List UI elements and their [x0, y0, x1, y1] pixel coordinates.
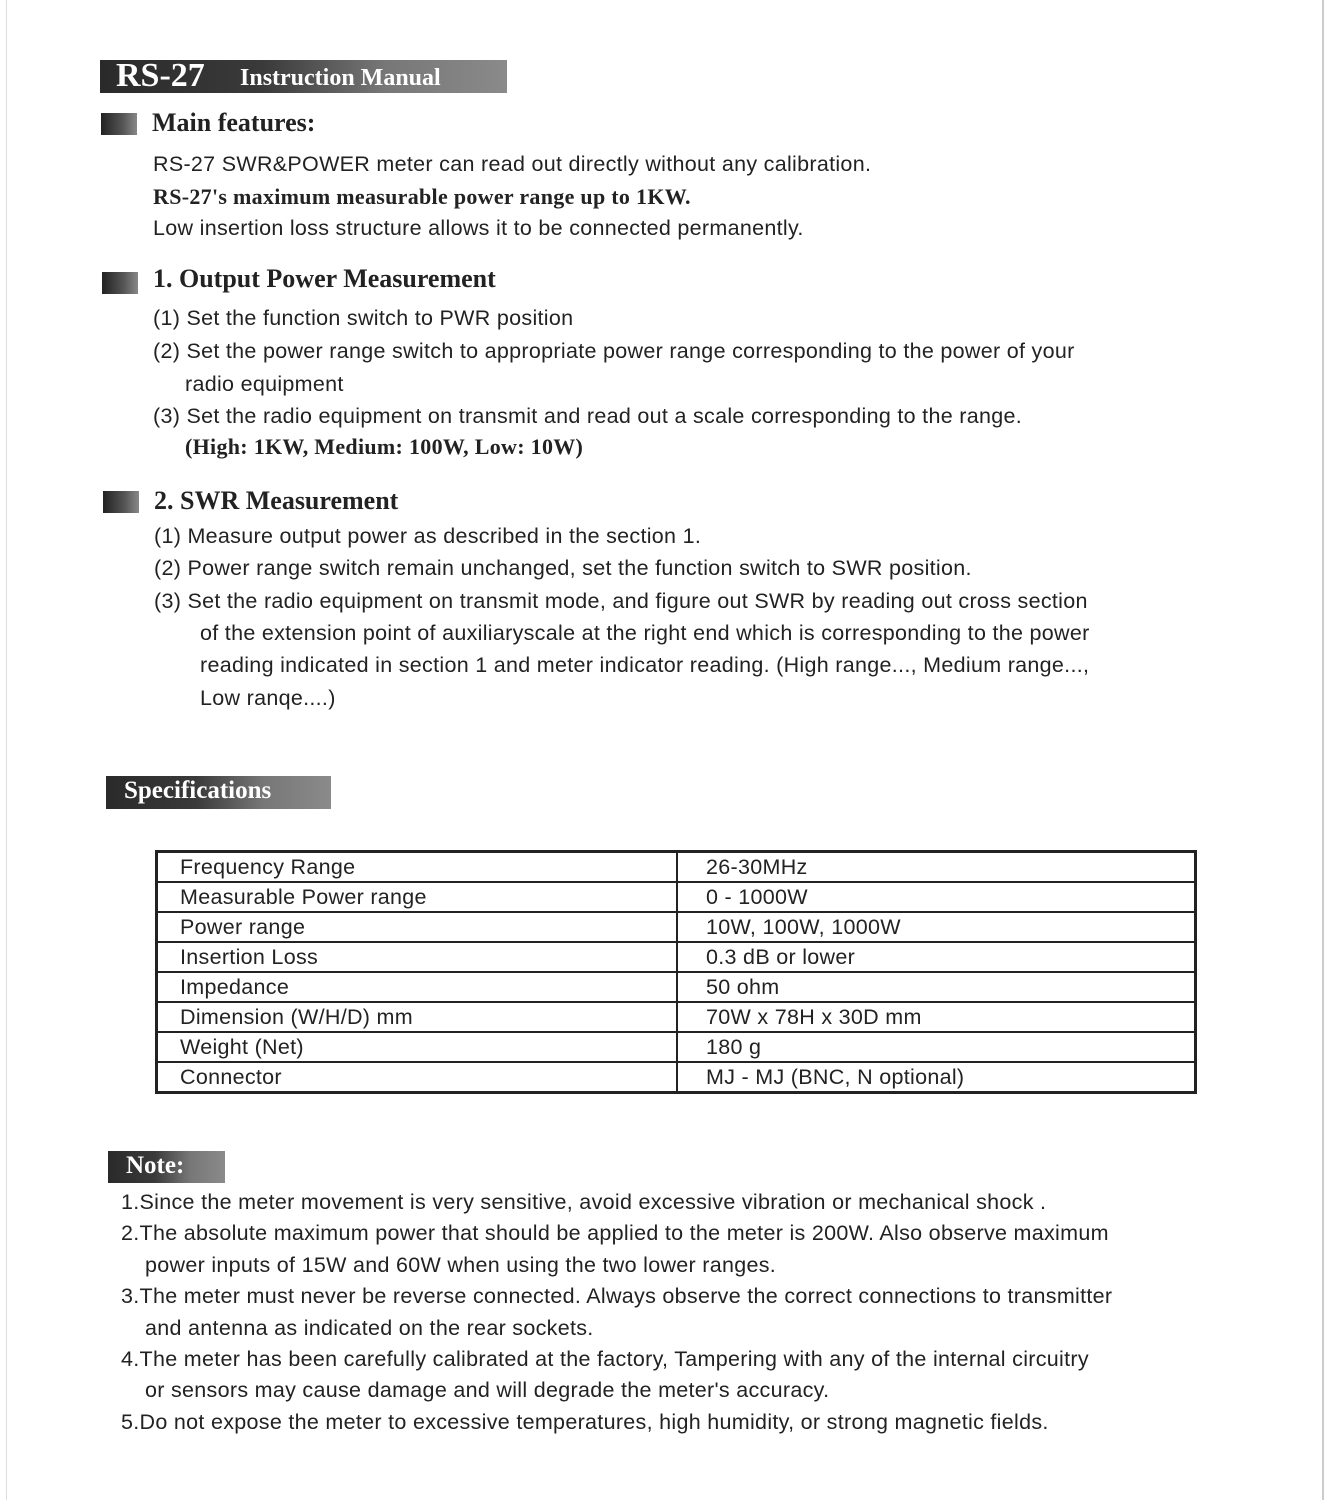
specifications-banner [106, 776, 331, 809]
model-name: RS-27 [116, 57, 205, 94]
spec-value: 26-30MHz [677, 852, 1196, 883]
specifications-table [155, 850, 1197, 1094]
section2-line: of the extension point of auxiliaryscale at the right end which is corresponding to the power [200, 621, 1090, 645]
features-heading: Main features: [152, 108, 316, 137]
note-line: 2.The absolute maximum power that should be applied to the meter is 200W. Also observe maximum [121, 1221, 1109, 1245]
specifications-heading: Specifications [124, 777, 272, 804]
section2-line: (1) Measure output power as described in the section 1. [154, 524, 702, 548]
section2-line: Low ranqe....) [200, 686, 336, 710]
feature-line: RS-27's maximum measurable power range up to 1KW. [153, 184, 691, 209]
spec-value: 0.3 dB or lower [677, 942, 1196, 972]
note-line: 1.Since the meter movement is very sensitive, avoid excessive vibration or mechanical shock . [121, 1190, 1047, 1214]
feature-line: RS-27 SWR&POWER meter can read out directly without any calibration. [153, 152, 872, 176]
section1-line: (3) Set the radio equipment on transmit and read out a scale corresponding to the range. [153, 404, 1022, 428]
section-marker-icon [102, 272, 138, 294]
note-line: 5.Do not expose the meter to excessive temperatures, high humidity, or strong magnetic fields. [121, 1410, 1049, 1434]
spec-row [157, 1032, 1196, 1062]
section2-line: (3) Set the radio equipment on transmit mode, and figure out SWR by reading out cross section [154, 589, 1088, 613]
spec-row [157, 972, 1196, 1002]
spec-row [157, 942, 1196, 972]
spec-label: Dimension (W/H/D) mm [157, 1002, 678, 1032]
spec-value: 70W x 78H x 30D mm [677, 1002, 1196, 1032]
note-line: or sensors may cause damage and will degrade the meter's accuracy. [145, 1378, 830, 1402]
section1-line: radio equipment [185, 372, 344, 396]
title-banner [100, 57, 507, 94]
section-marker-icon [103, 491, 139, 513]
section1-line: (1) Set the function switch to PWR position [153, 306, 574, 330]
section1-line: (2) Set the power range switch to appropriate power range corresponding to the power of your [153, 339, 1075, 363]
spec-value: 180 g [677, 1032, 1196, 1062]
note-line: and antenna as indicated on the rear sockets. [145, 1316, 594, 1340]
spec-label: Connector [157, 1062, 678, 1093]
note-line: 4.The meter has been carefully calibrated at the factory, Tampering with any of the internal circuitry [121, 1347, 1089, 1371]
spec-value: 50 ohm [677, 972, 1196, 1002]
spec-row [157, 1062, 1196, 1093]
spec-value: MJ - MJ (BNC, N optional) [677, 1062, 1196, 1093]
spec-row [157, 852, 1196, 883]
spec-label: Insertion Loss [157, 942, 678, 972]
spec-value: 10W, 100W, 1000W [677, 912, 1196, 942]
spec-label: Frequency Range [157, 852, 678, 883]
section1-line: (High: 1KW, Medium: 100W, Low: 10W) [185, 434, 584, 459]
section2-line: reading indicated in section 1 and meter indicator reading. (High range..., Medium range..., [200, 653, 1090, 677]
manual-title: Instruction Manual [240, 65, 441, 91]
scan-edge [1322, 0, 1324, 1500]
scan-edge [6, 0, 7, 1500]
section2-heading: 2. SWR Measurement [154, 486, 399, 515]
spec-label: Measurable Power range [157, 882, 678, 912]
spec-row [157, 912, 1196, 942]
spec-label: Power range [157, 912, 678, 942]
section2-line: (2) Power range switch remain unchanged, set the function switch to SWR position. [154, 556, 972, 580]
spec-row [157, 1002, 1196, 1032]
spec-label: Weight (Net) [157, 1032, 678, 1062]
note-banner [108, 1151, 225, 1183]
feature-line: Low insertion loss structure allows it to be connected permanently. [153, 216, 804, 240]
note-line: 3.The meter must never be reverse connected. Always observe the correct connections to transmitter [121, 1284, 1113, 1308]
section-marker-icon [101, 113, 137, 135]
spec-value: 0 - 1000W [677, 882, 1196, 912]
spec-label: Impedance [157, 972, 678, 1002]
section1-heading: 1. Output Power Measurement [153, 264, 496, 293]
spec-row [157, 882, 1196, 912]
note-line: power inputs of 15W and 60W when using the two lower ranges. [145, 1253, 777, 1277]
note-heading: Note: [126, 1152, 185, 1179]
